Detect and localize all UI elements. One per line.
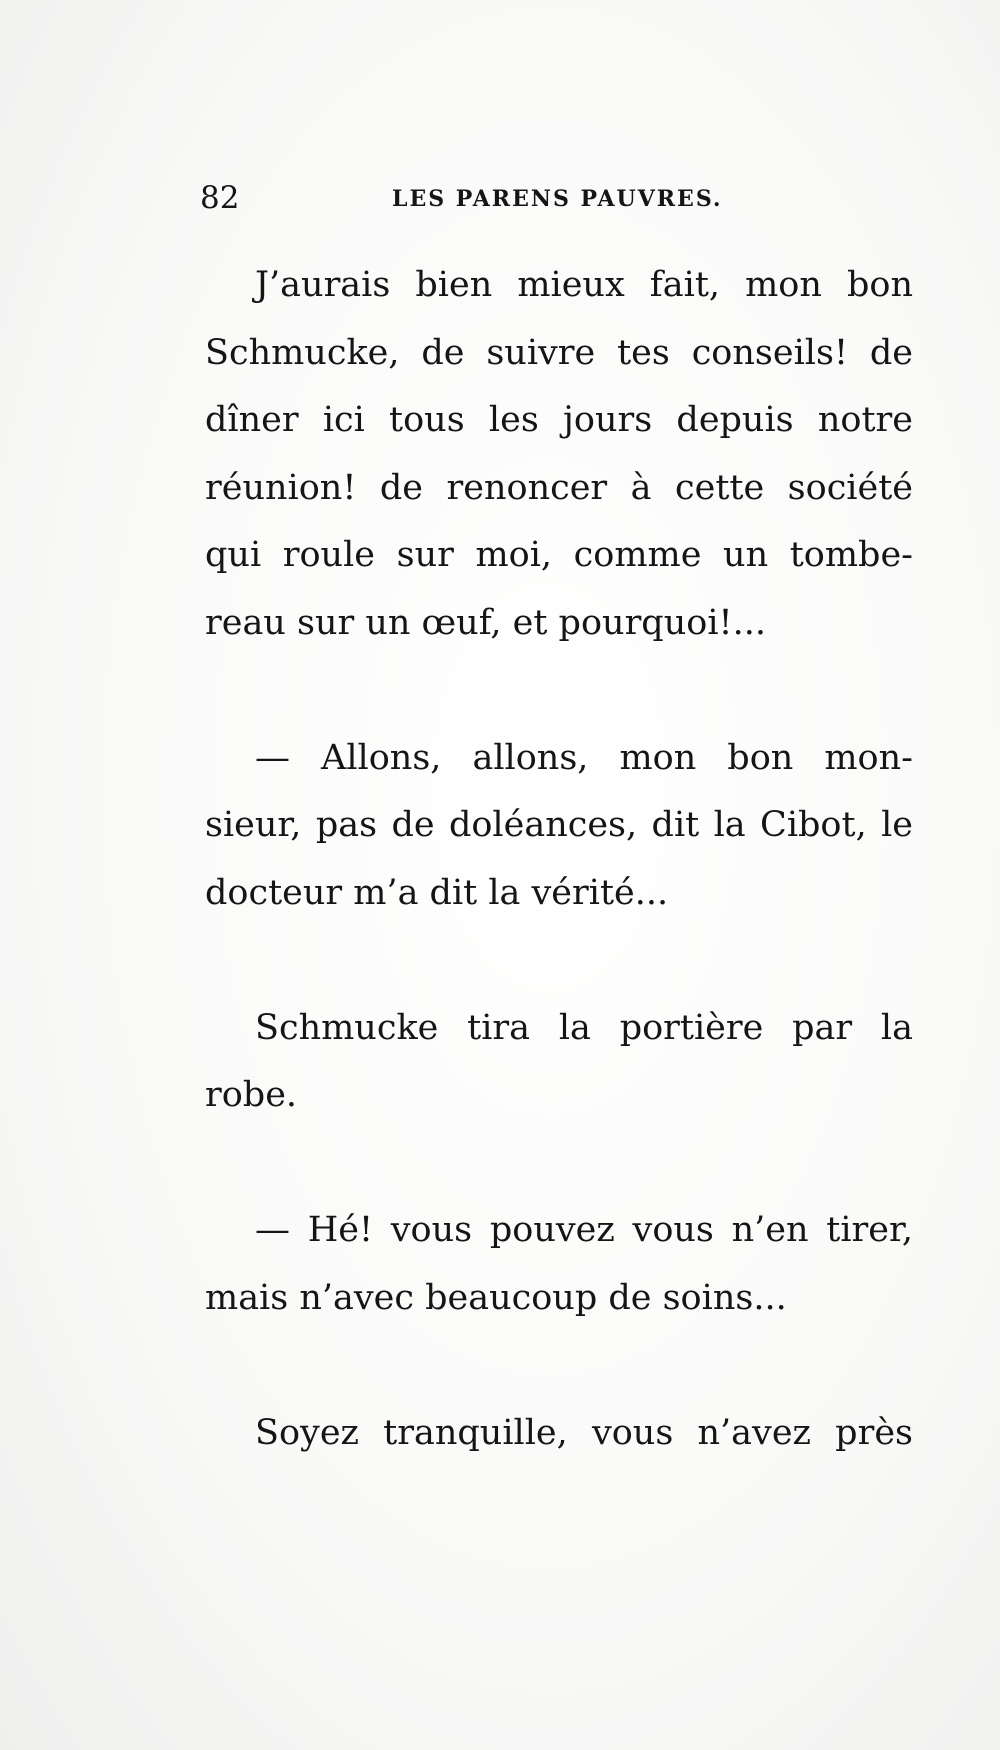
paragraph-gap (205, 927, 913, 995)
paragraph-gap (205, 657, 913, 725)
text-line: Soyez tranquille, vous n’avez près (255, 1412, 913, 1453)
paragraph-1 (205, 252, 913, 657)
text-line: — Hé! vous pouvez vous n’en tirer, (255, 1210, 913, 1250)
paragraph-2 (205, 725, 913, 928)
text-line: docteur m’a dit la vérité... (205, 872, 669, 913)
text-line: sieur, pas de doléances, dit la Cibot, le (205, 805, 913, 845)
running-title: LES PARENS PAUVRES. (392, 186, 723, 212)
paragraph-5 (205, 1400, 913, 1468)
paragraph-gap (205, 1130, 913, 1198)
paragraph-gap (205, 1332, 913, 1400)
running-head (200, 180, 735, 220)
text-line: Schmucke, de suivre tes conseils! de (205, 332, 913, 373)
text-line: reau sur un œuf, et pourquoi!... (205, 602, 766, 643)
paragraph-3 (205, 995, 913, 1130)
text-line: J’aurais bien mieux fait, mon bon (255, 265, 913, 305)
text-line: qui roule sur moi, comme un tombe- (205, 535, 913, 575)
text-line: Schmucke tira la portière par la (255, 1007, 913, 1048)
body-text (205, 252, 913, 1467)
text-line: réunion! de renoncer à cette société (205, 467, 913, 508)
text-line: mais n’avec beaucoup de soins... (205, 1277, 787, 1318)
text-line: — Allons, allons, mon bon mon- (255, 737, 913, 778)
text-line: robe. (205, 1075, 298, 1115)
text-line: dîner ici tous les jours depuis notre (205, 400, 913, 440)
paragraph-4 (205, 1197, 913, 1332)
page-number: 82 (200, 180, 240, 216)
